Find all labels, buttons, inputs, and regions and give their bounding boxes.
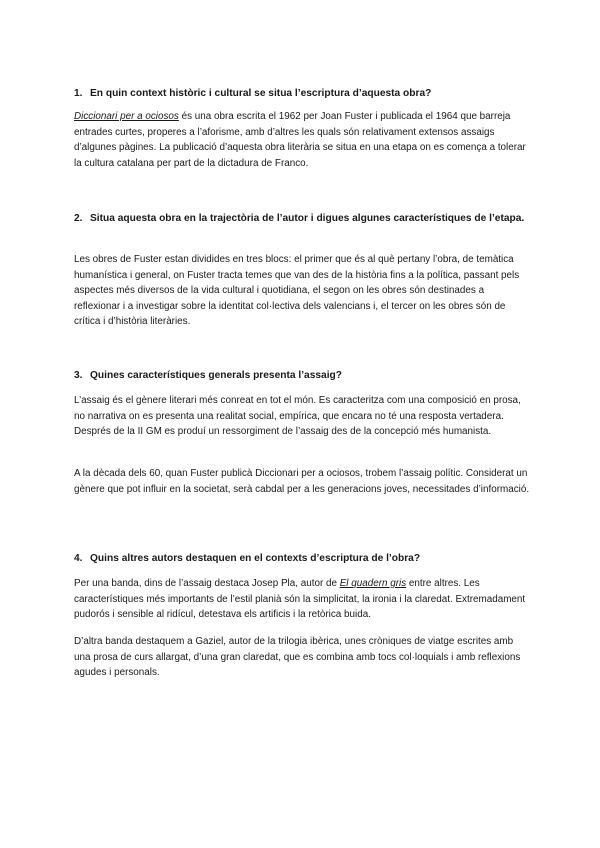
answer-4-paragraph-1-before: Per una banda, dins de l’assaig destaca Josep Pla, autor de bbox=[74, 578, 340, 589]
answer-4-paragraph-1-after: entre altres. Les característiques més importants de l’estil planià són la simplicitat, la ironia i la claredat. Extremadament pudorós i sensible al ridícul, detestava els artificis i la retòrica buida. bbox=[74, 578, 526, 621]
question-2-number: 2. bbox=[74, 213, 83, 224]
answer-4-paragraph-2: D’altra banda destaquem a Gaziel, autor de la trilogia ibèrica, unes cròniques de viatge escrites amb una prosa de curs allargat, d’una gran claredat, que es combina amb tocs col·loquials i amb reflexions agudes i personals. bbox=[74, 636, 521, 679]
question-1-text: En quin context històric i cultural se situa l’escriptura d’aquesta obra? bbox=[90, 88, 432, 99]
question-3-text: Quines característiques generals presenta l’assaig? bbox=[90, 370, 342, 381]
answer-1-paragraph-1-text: és una obra escrita el 1962 per Joan Fuster i publicada el 1964 que barreja entrades curtes, properes a l’aforisme, amb d’altres les quals són relativament extensos assaigs d’algunes pàgines. La publicació d’aquesta obra literària se situa en una etapa on es comença a tolerar la cultura catalana per part de la dictadura de Franco. bbox=[74, 111, 526, 169]
book-title-quadern-gris: El quadern gris bbox=[339, 578, 407, 589]
question-2-heading bbox=[74, 211, 534, 226]
question-2-text: Situa aquesta obra en la trajectòria de l’autor i digues algunes característiques de l’etapa. bbox=[90, 213, 525, 224]
question-1-number: 1. bbox=[74, 88, 83, 99]
answer-4-paragraph-1 bbox=[74, 576, 530, 623]
answer-3-paragraph-2: A la dècada dels 60, quan Fuster publicà Diccionari per a ociosos, trobem l’assaig polític. Considerat un gènere que pot influir en la societat, serà cabdal per a les generacions joves, necessitades d’informació. bbox=[74, 468, 530, 495]
question-3-heading bbox=[74, 368, 534, 383]
book-title-diccionari: Diccionari per a ociosos bbox=[74, 111, 179, 122]
question-1-heading bbox=[74, 86, 534, 101]
answer-3-paragraph-1: L’assaig és el gènere literari més conreat en tot el món. Es caracteritza com una composició en prosa, no narrativa on es presenta una realitat social, empírica, que encara no té una resposta vertadera. Després de la II GM es produí un ressorgiment de l’assaig des de la concepció més humanista. bbox=[74, 395, 521, 438]
question-4-text: Quins altres autors destaquen en el contexts d’escriptura de l’obra? bbox=[90, 553, 421, 564]
question-3-number: 3. bbox=[74, 370, 83, 381]
question-4-number: 4. bbox=[74, 553, 83, 564]
answer-1-paragraph-1 bbox=[74, 109, 530, 171]
question-4-heading bbox=[74, 551, 534, 566]
answer-2-paragraph-1: Les obres de Fuster estan dividides en tres blocs: el primer que és al què pertany l’obra, de temàtica humanística i general, on Fuster tracta temes que van des de la història fins a la política, passant pels aspectes més diversos de la vida cultural i quotidiana, el segon on les obres són destinades a reflexionar i a investigar sobre la identitat col·lectiva dels valencians i, el tercer on les obres són de crítica i d’història literàries. bbox=[74, 254, 520, 328]
